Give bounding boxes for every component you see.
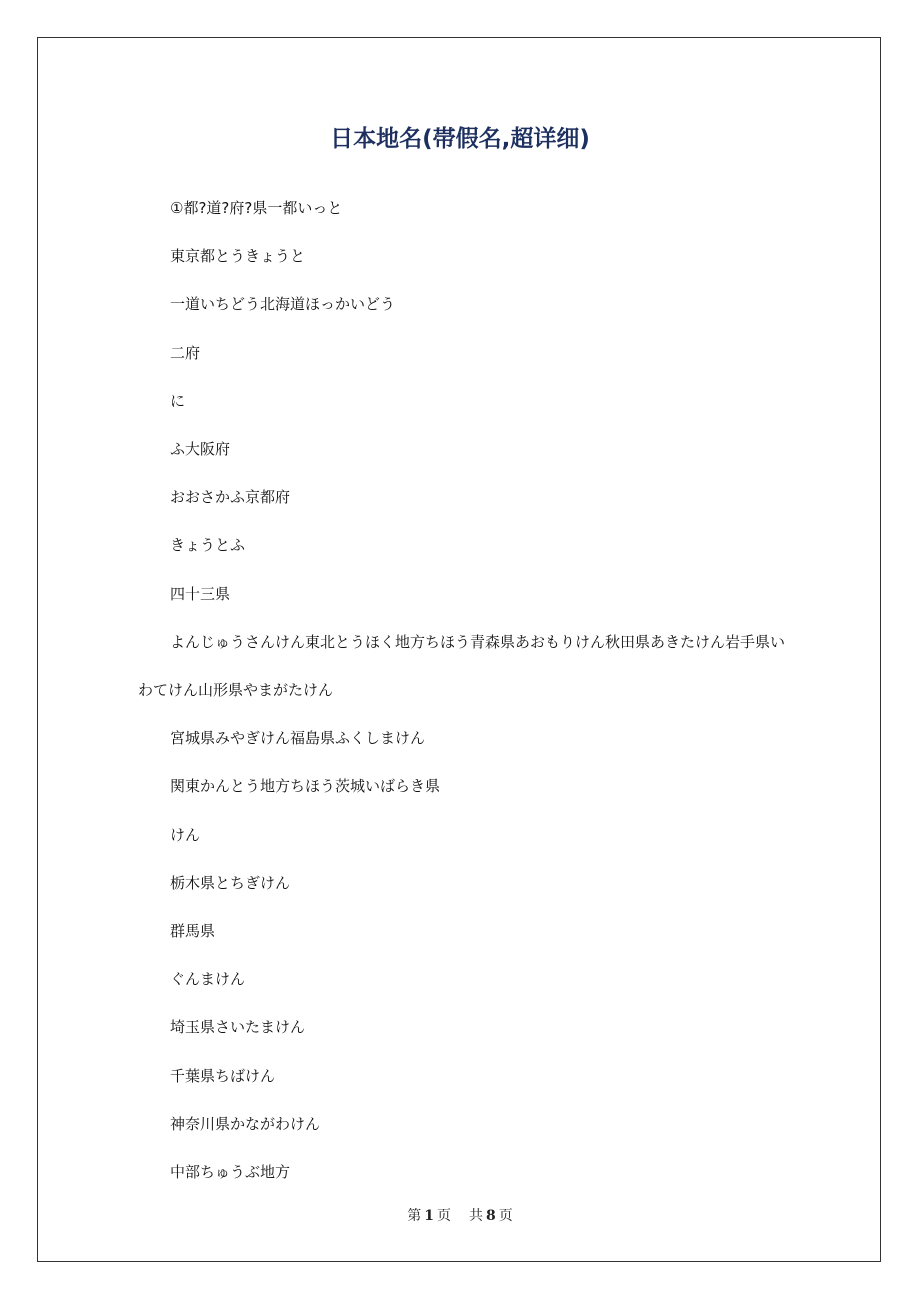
total-pages: 8 (486, 1208, 496, 1224)
paragraph: 関東かんとう地方ちほう茨城いばらき県 (170, 777, 441, 796)
paragraph: よんじゅうさんけん東北とうほく地方ちほう青森県あおもりけん秋田県あきたけん岩手県いわてけん山形県やまがたけん (138, 632, 786, 700)
paragraph: 二府 (170, 343, 201, 362)
paragraph: 一道いちどう北海道ほっかいどう (170, 295, 396, 314)
document-body (138, 184, 788, 1196)
paragraph: 千葉県ちばけん (170, 1066, 276, 1085)
paragraph: ふ大阪府 (170, 440, 231, 459)
paragraph: 中部ちゅうぶ地方 (170, 1163, 291, 1182)
total-prefix: 共 (469, 1208, 483, 1224)
document-title: 日本地名(帯假名,超详细) (330, 126, 590, 152)
paragraph: 栃木県とちぎけん (170, 873, 291, 892)
paragraph: 神奈川県かながわけん (170, 1114, 321, 1133)
page-footer (0, 1205, 920, 1225)
paragraph: おおさかふ京都府 (170, 488, 291, 507)
paragraph: 宮城県みやぎけん福島県ふくしまけん (170, 729, 426, 748)
paragraph: きょうとふ (170, 536, 246, 555)
paragraph: 四十三県 (170, 584, 231, 603)
total-suffix: 页 (498, 1208, 513, 1224)
paragraph: 埼玉県さいたまけん (170, 1018, 306, 1037)
page-prefix: 第 (407, 1208, 422, 1224)
paragraph: 群馬県 (170, 922, 216, 941)
paragraph: 東京都とうきょうと (170, 247, 306, 266)
paragraph: に (170, 391, 186, 410)
paragraph: ぐんまけん (170, 970, 246, 989)
paragraph: ①都?道?府?県一都いっと (170, 199, 343, 217)
paragraph: けん (170, 825, 201, 844)
page-number: 1 (424, 1208, 434, 1224)
page-suffix: 页 (437, 1208, 451, 1224)
